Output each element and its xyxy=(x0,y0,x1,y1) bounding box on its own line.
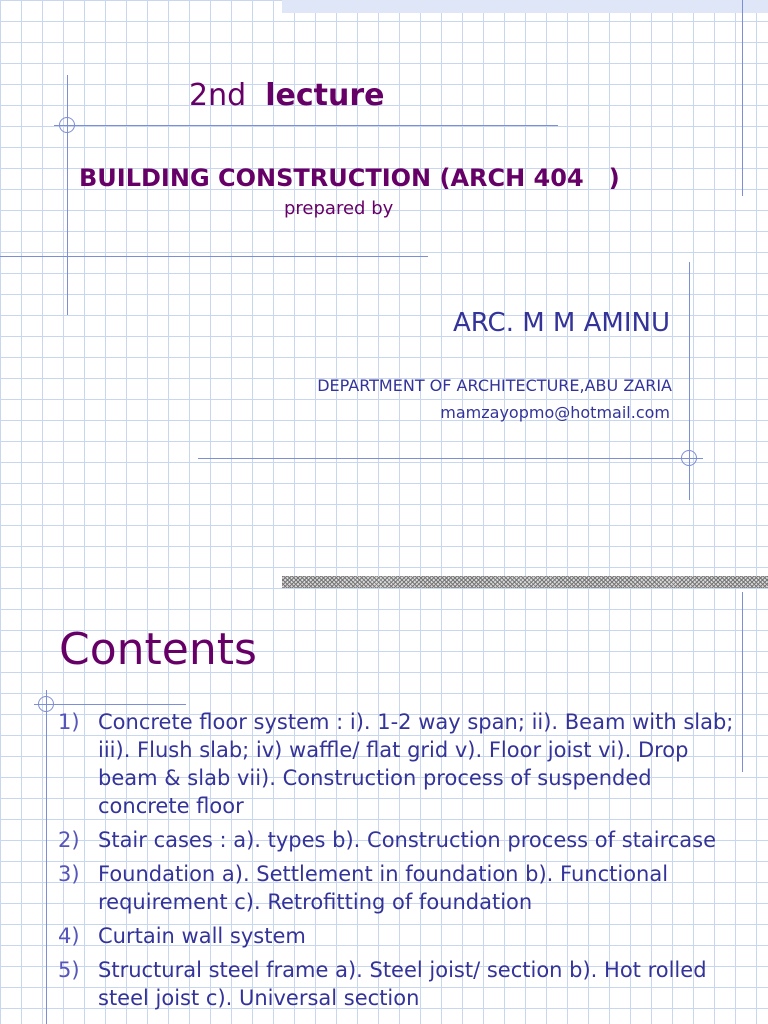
list-item xyxy=(58,922,738,950)
author-email: mamzayopmo@hotmail.com xyxy=(440,403,670,422)
list-item xyxy=(58,956,738,1012)
list-item-text: Stair cases : a). types b). Construction process of staircase xyxy=(98,828,717,852)
decorative-line xyxy=(198,458,703,459)
list-item-text: Foundation a). Settlement in foundation b). Functional requirement c). Retrofitting of foundation xyxy=(98,862,669,914)
decorative-line xyxy=(742,0,743,196)
list-item xyxy=(58,860,738,916)
lecture-word: lecture xyxy=(265,78,385,113)
list-item-index: 3) xyxy=(58,862,80,886)
decorative-line xyxy=(0,256,428,257)
author-name: ARC. M M AMINU xyxy=(452,308,670,338)
prepared-by-label: prepared by xyxy=(284,198,394,219)
slide-divider xyxy=(282,576,768,588)
list-item xyxy=(58,708,738,820)
list-item-text: Concrete floor system : i). 1-2 way span; ii). Beam with slab; iii). Flush slab; iv) waffle/ flat grid v). Floor joist vi). Drop beam & slab vii). Construction process of suspended concrete floor xyxy=(98,710,734,818)
decorative-line xyxy=(46,690,47,1024)
crosshair-circle-icon xyxy=(38,696,54,712)
crosshair-circle-icon xyxy=(59,117,75,133)
list-item-text: Curtain wall system xyxy=(98,924,306,948)
decorative-line xyxy=(742,592,743,772)
top-accent-band xyxy=(282,0,768,13)
department-name: DEPARTMENT OF ARCHITECTURE,ABU ZARIA xyxy=(317,376,672,395)
decorative-line xyxy=(34,704,186,705)
list-item-index: 1) xyxy=(58,710,80,734)
list-item-text: Structural steel frame a). Steel joist/ section b). Hot rolled steel joist c). Universal section xyxy=(98,958,707,1010)
course-title: BUILDING CONSTRUCTION (ARCH 404 ) xyxy=(79,164,620,192)
list-item-index: 5) xyxy=(58,958,80,982)
decorative-line xyxy=(67,75,68,315)
contents-list xyxy=(58,708,738,1018)
lecture-title xyxy=(189,78,385,113)
list-item xyxy=(58,826,738,854)
crosshair-circle-icon xyxy=(681,450,697,466)
contents-slide xyxy=(0,592,768,1024)
contents-heading: Contents xyxy=(59,624,257,675)
lecture-number: 2nd xyxy=(189,78,247,113)
list-item-index: 2) xyxy=(58,828,80,852)
list-item-index: 4) xyxy=(58,924,80,948)
decorative-line xyxy=(54,125,558,126)
